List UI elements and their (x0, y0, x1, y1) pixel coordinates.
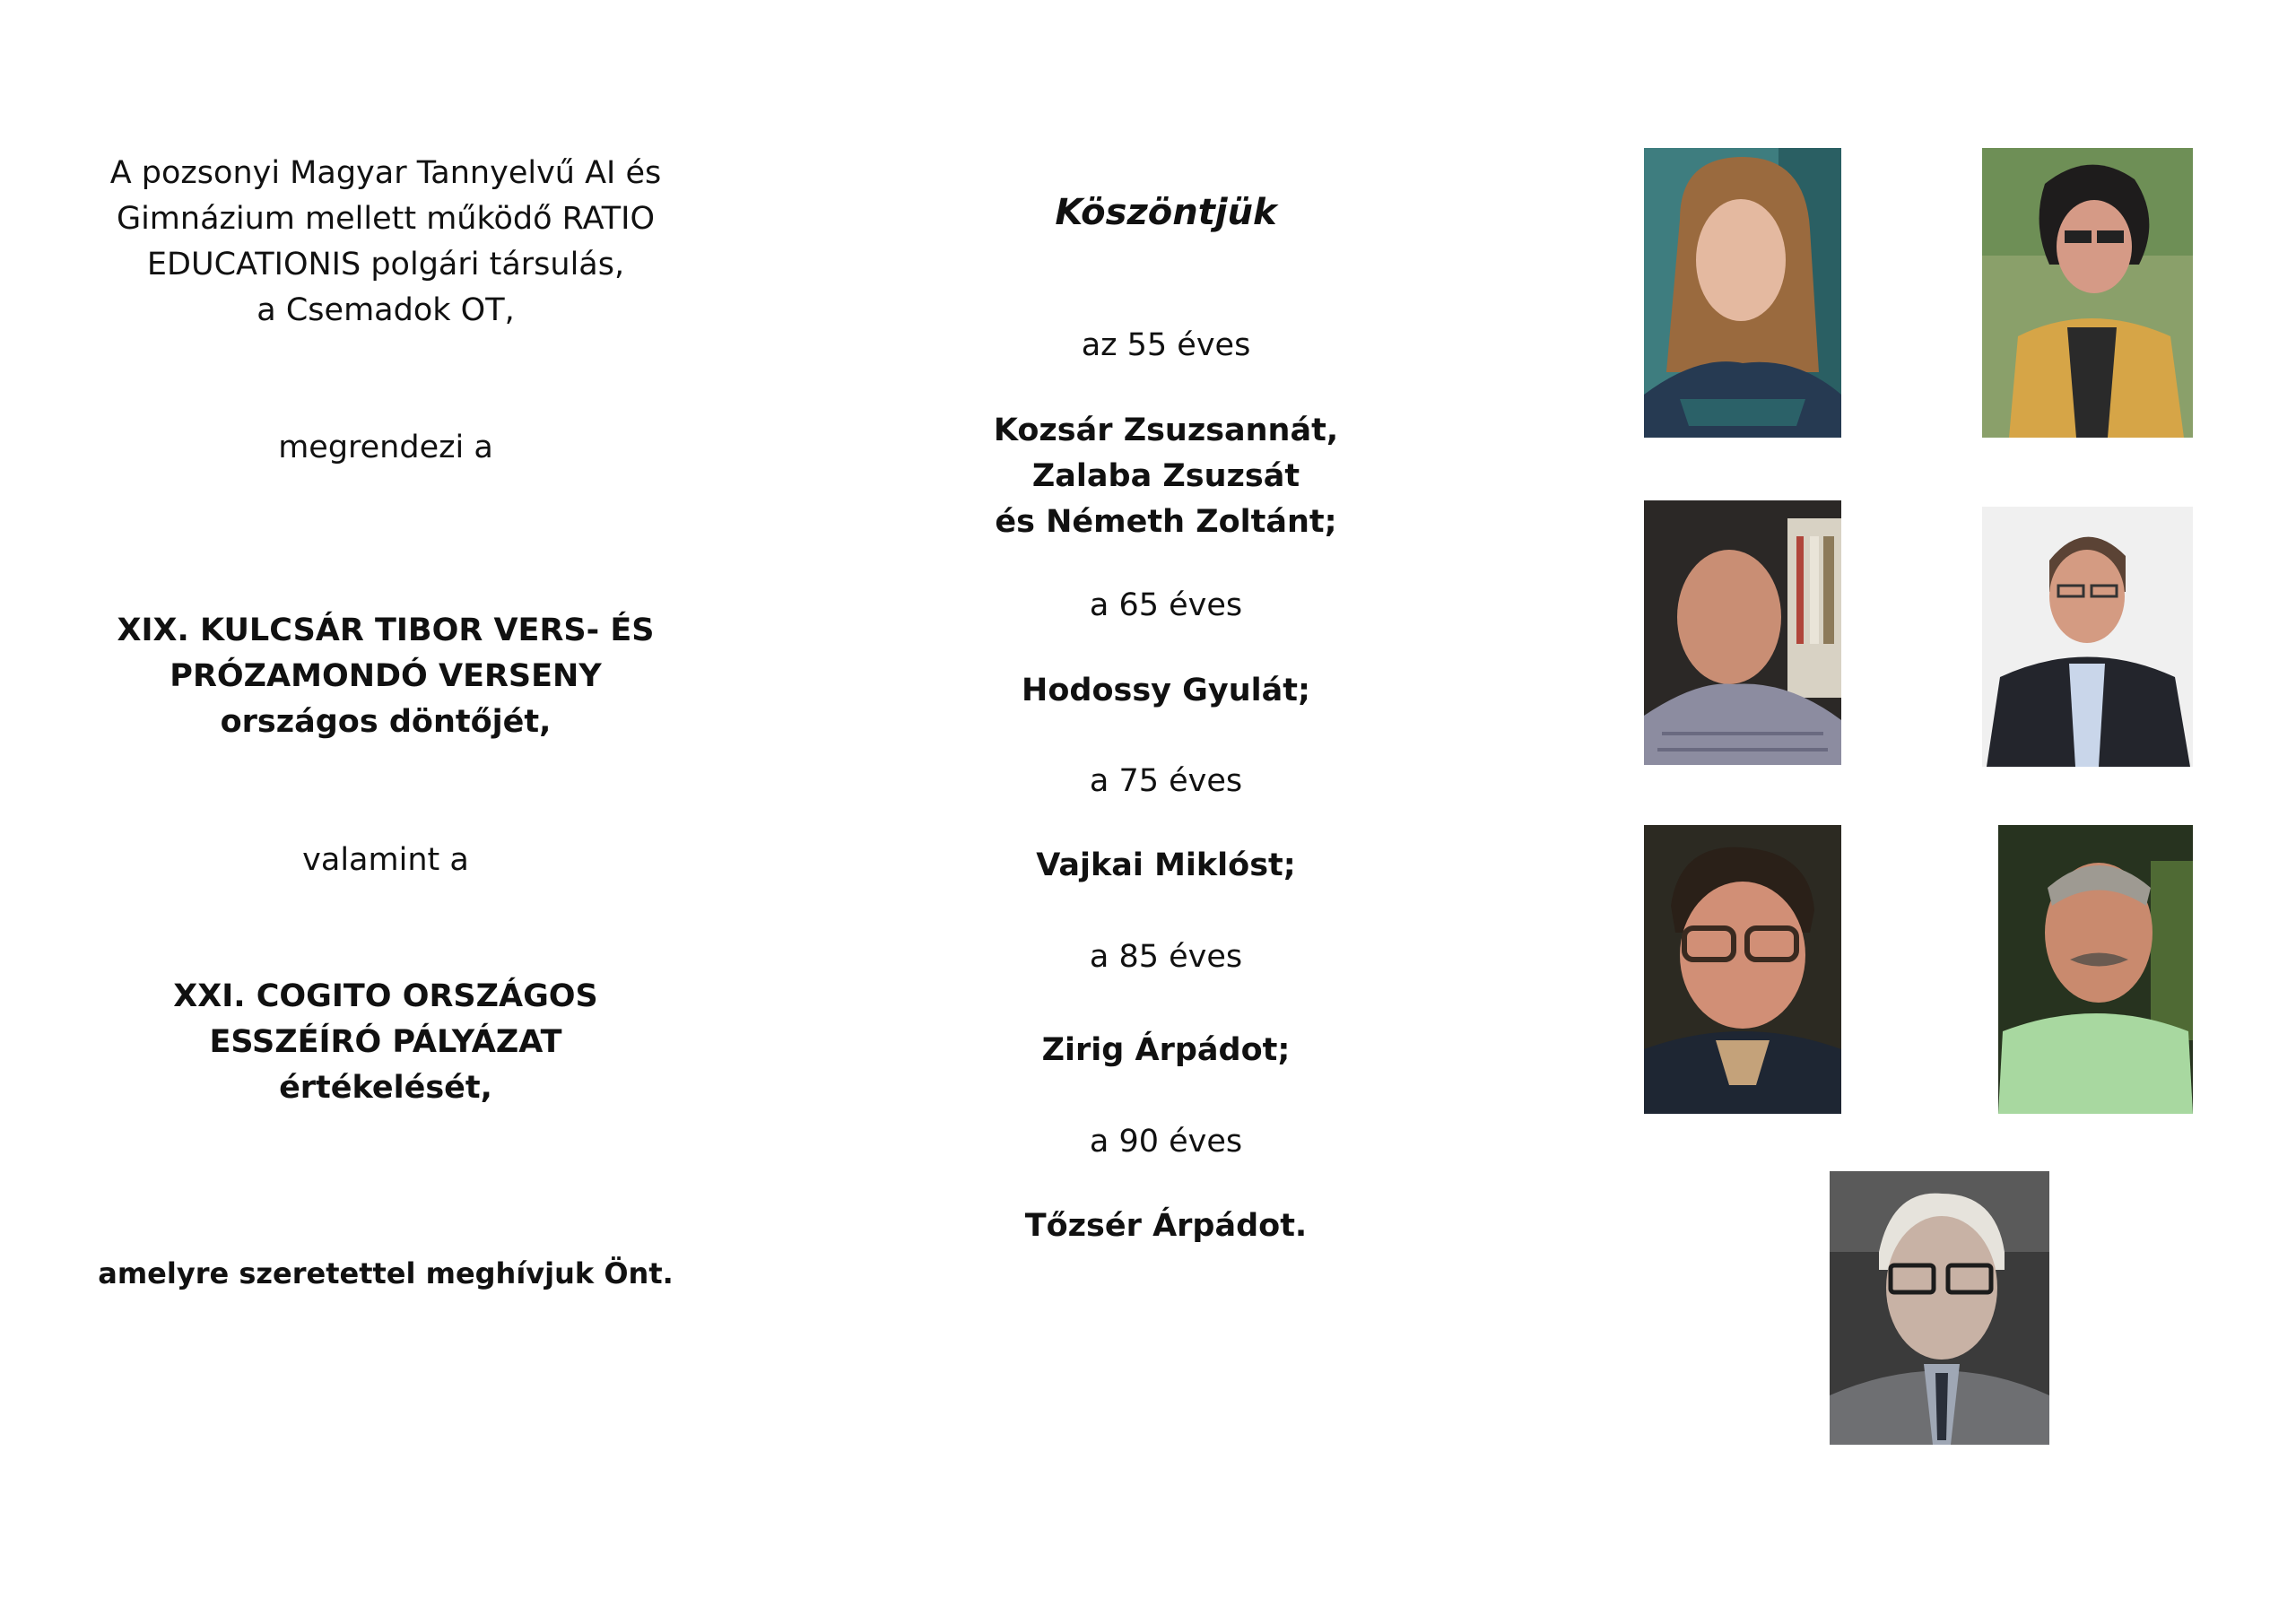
invite-text: amelyre szeretettel meghívjuk Önt. (98, 1256, 674, 1290)
organizer-line-1: A pozsonyi Magyar Tannyelvű AI és (109, 155, 662, 191)
event2-title-line-3: értékelését, (279, 1070, 492, 1106)
and-text: valamint a (302, 842, 469, 878)
name-85: Zirig Árpádot; (1041, 1032, 1291, 1068)
organizer-line-2: Gimnázium mellett működő RATIO (116, 201, 656, 237)
greeting-heading: Köszöntjük (1055, 192, 1277, 233)
age-55-label: az 55 éves (1081, 327, 1251, 363)
portrait-photo-5 (1644, 825, 1841, 1114)
portrait-photo-4 (1982, 507, 2193, 767)
portrait-photo-6 (1998, 825, 2193, 1114)
event1-title-line-1: XIX. KULCSÁR TIBOR VERS- ÉS (117, 613, 655, 648)
names-55-line-2: Zalaba Zsuzsát (1031, 458, 1300, 494)
portrait-photo-3 (1644, 500, 1841, 765)
event1-title-line-2: PRÓZAMONDÓ VERSENY (170, 658, 602, 694)
event2-title-line-2: ESSZÉÍRÓ PÁLYÁZAT (209, 1024, 562, 1060)
event1-title-line-3: országos döntőjét, (220, 704, 552, 740)
age-90-label: a 90 éves (1089, 1124, 1243, 1160)
age-85-label: a 85 éves (1089, 939, 1243, 975)
organizes-text: megrendezi a (278, 430, 493, 465)
portrait-photo-7 (1830, 1171, 2049, 1445)
organizer-line-4: a Csemadok OT, (257, 292, 515, 328)
name-90: Tőzsér Árpádot. (1024, 1208, 1308, 1244)
name-65: Hodossy Gyulát; (1022, 673, 1310, 708)
name-75: Vajkai Miklóst; (1036, 847, 1296, 883)
age-75-label: a 75 éves (1089, 763, 1243, 799)
portrait-photo-2 (1982, 148, 2193, 438)
names-55-line-3: és Németh Zoltánt; (995, 504, 1337, 540)
organizer-line-3: EDUCATIONIS polgári társulás, (146, 247, 625, 282)
names-55-line-1: Kozsár Zsuzsannát, (993, 413, 1339, 448)
portrait-photo-1 (1644, 148, 1841, 438)
event2-title-line-1: XXI. COGITO ORSZÁGOS (173, 978, 598, 1014)
age-65-label: a 65 éves (1089, 587, 1243, 623)
